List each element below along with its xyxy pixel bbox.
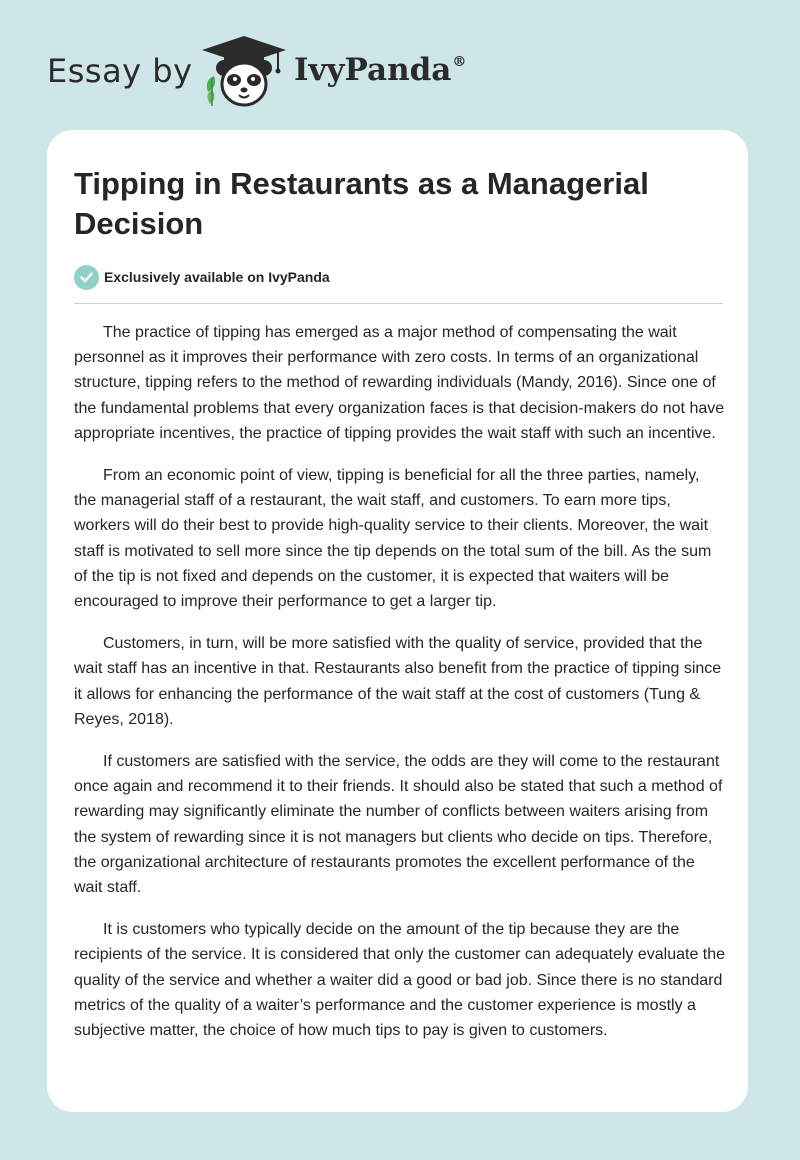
exclusive-badge	[74, 264, 330, 290]
exclusive-badge-text: Exclusively available on IvyPanda	[104, 269, 330, 285]
paragraph: If customers are satisfied with the service, the odds are they will come to the restaurant once again and recommend it to their friends. It should also be stated that such a method of rewarding may significantly eliminate the number of conflicts between waiters arising from the system of rewarding since it is not managers but clients who decide on tips. Therefore, the organizational architecture of restaurants promotes the excellent performance of the wait staff.	[74, 753, 723, 897]
paragraph: It is customers who typically decide on the amount of the tip because they are the recipients of the service. It is considered that only the customer can adequately evaluate the quality of the service and whether a waiter did a good or bad job. Since there is no standard metrics of the quality of a waiter’s performance and the customer experience is mostly a subjective matter, the choice of how much tips to pay is given to customers.	[74, 921, 726, 1040]
check-icon	[74, 265, 99, 290]
divider	[74, 303, 723, 304]
essay-body	[74, 320, 726, 1060]
panda-graduate-logo-icon[interactable]	[200, 34, 288, 110]
essay-by-label: Essay by	[47, 52, 193, 90]
brand-name: IvyPanda	[294, 52, 452, 88]
essay-title: Tipping in Restaurants as a Managerial Decision	[74, 166, 649, 241]
registered-mark: ®	[452, 54, 467, 70]
site-header	[0, 0, 800, 130]
paragraph: From an economic point of view, tipping is beneficial for all the three parties, namely, the managerial staff of a restaurant, the wait staff, and customers. To earn more tips, workers will do their best to provide high-quality service to their clients. Moreover, the wait staff is motivated to sell more since the tip depends on the total sum of the bill. As the sum of the tip is not fixed and depends on the customer, it is expected that waiters will be encouraged to improve their performance to get a larger tip.	[74, 467, 712, 611]
paragraph: The practice of tipping has emerged as a major method of compensating the wait personnel as it improves their performance with zero costs. In terms of an organizational structure, tipping refers to the method of rewarding individuals (Mandy, 2016). Since one of the fundamental problems that every organization faces is that decision-makers do not have appropriate incentives, the practice of tipping provides the wait staff with such an incentive.	[74, 324, 725, 442]
brand-logo-text[interactable]	[294, 52, 466, 88]
paragraph: Customers, in turn, will be more satisfied with the quality of service, provided that the wait staff has an incentive in that. Restaurants also benefit from the practice of tipping since it allows for enhancing the performance of the wait staff at the cost of customers (Tung & Reyes, 2018).	[74, 635, 722, 728]
essay-card	[47, 130, 748, 1112]
